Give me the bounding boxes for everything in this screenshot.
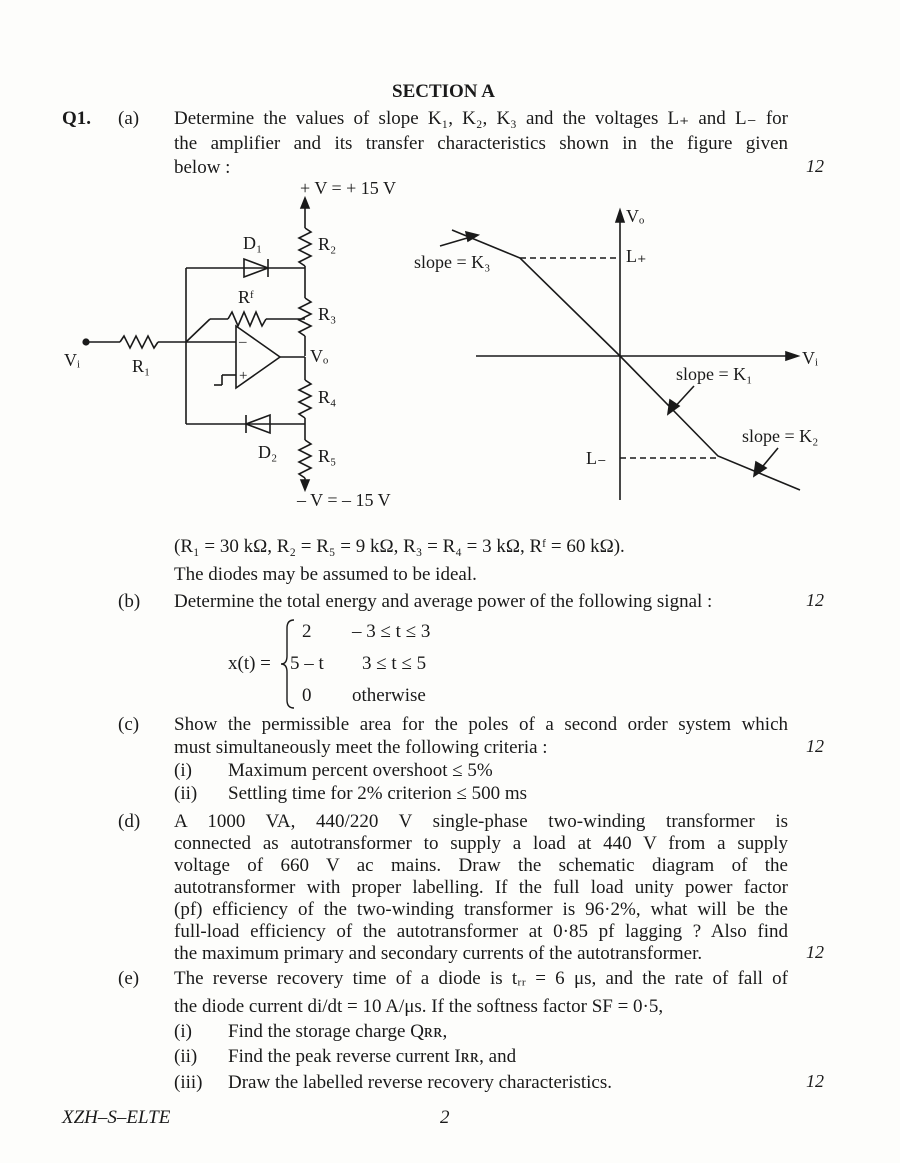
r4-label: R₄ [318,387,337,407]
slope-k1-label: slope = K₁ [676,364,753,384]
component-values: (R₁ = 30 kΩ, R₂ = R₅ = 9 kΩ, R₃ = R₄ = 3 kΩ, Rᶠ = 60 kΩ). [174,536,625,557]
part-e-line2: the diode current di/dt = 10 A/μs. If the softness factor SF = 0·5, [174,996,664,1017]
d2-label: D₂ [258,442,278,462]
vo-axis-label: Vₒ [626,206,645,226]
d1-label: D₁ [243,233,263,253]
part-a-marks: 12 [806,156,824,176]
part-e-ii-label: (ii) [174,1046,198,1067]
opamp-plus-label: + [239,368,248,384]
case2-condition: 3 ≤ t ≤ 5 [362,653,427,674]
part-c-line2: must simultaneously meet the following criteria : [174,737,548,758]
section-title: SECTION A [392,81,495,102]
question-number: Q1. [62,108,92,129]
part-e-i-text: Find the storage charge Qʀʀ, [228,1021,448,1042]
part-a-line2: the amplifier and its transfer characteristics shown in the figure given [174,133,788,154]
slope-k2-label: slope = K₂ [742,426,819,446]
vi-input-label: Vᵢ [64,350,80,370]
part-c-marks: 12 [806,736,824,756]
vi-axis-label: Vᵢ [802,348,818,368]
part-d-line4: autotransformer with proper labelling. If the full load unity power factor [174,877,788,898]
part-c-ii-label: (ii) [174,783,198,804]
part-d-line3: voltage of 660 V ac mains. Draw the schematic diagram of the [174,855,788,876]
transfer-characteristic-diagram [400,190,820,510]
part-b-marks: 12 [806,590,824,610]
supply-top-label: + V = + 15 V [300,178,396,198]
part-d-line7: the maximum primary and secondary currents of the autotransformer. [174,943,703,964]
slope-k3-label: slope = K₃ [414,252,491,272]
amplifier-circuit-diagram [0,0,440,520]
rf-label: Rᶠ [238,287,254,307]
part-e-label: (e) [118,968,140,989]
case2-value: 5 – t [290,653,324,674]
paper-code: XZH–S–ELTE [62,1107,171,1128]
part-c-i-text: Maximum percent overshoot ≤ 5% [228,760,493,781]
page-number: 2 [440,1107,450,1128]
part-d-line2: connected as autotransformer to supply a load at 440 V from a supply [174,833,788,854]
part-e-i-label: (i) [174,1021,192,1042]
part-a-line3: below : [174,157,231,178]
part-e-iii-label: (iii) [174,1072,203,1093]
part-e-line1: The reverse recovery time of a diode is tᵣᵣ = 6 μs, and the rate of fall of [174,968,788,989]
part-b-text: Determine the total energy and average power of the following signal : [174,591,713,612]
opamp-minus-label: – [239,334,247,350]
r2-label: R₂ [318,234,337,254]
l-minus-label: L₋ [586,448,607,468]
part-a-line1: Determine the values of slope K₁, K₂, K₃ and the voltages L₊ and L₋ for [174,108,788,129]
signal-function: x(t) = [228,653,271,674]
r5-label: R₅ [318,446,337,466]
part-d-line5: (pf) efficiency of the two-winding transformer is 96·2%, what will be the [174,899,788,920]
l-plus-label: L₊ [626,246,647,266]
part-d-marks: 12 [806,942,824,962]
part-d-line6: full-load efficiency of the autotransformer at 0·85 pf lagging ? Also find [174,921,788,942]
supply-bottom-label: – V = – 15 V [297,490,391,510]
part-a-label: (a) [118,108,140,129]
part-c-line1: Show the permissible area for the poles of a second order system which [174,714,788,735]
r3-label: R₃ [318,304,337,324]
part-d-label: (d) [118,811,141,832]
case3-value: 0 [302,685,312,706]
case3-condition: otherwise [352,685,426,706]
part-e-iii-text: Draw the labelled reverse recovery characteristics. [228,1072,613,1093]
part-e-marks: 12 [806,1071,824,1091]
diode-note: The diodes may be assumed to be ideal. [174,564,477,585]
case1-condition: – 3 ≤ t ≤ 3 [352,621,431,642]
vo-output-label: Vₒ [310,346,329,366]
r1-label: R₁ [132,356,151,376]
part-c-label: (c) [118,714,140,735]
part-c-i-label: (i) [174,760,192,781]
part-b-label: (b) [118,591,141,612]
case1-value: 2 [302,621,312,642]
part-e-ii-text: Find the peak reverse current Iʀʀ, and [228,1046,517,1067]
part-d-line1: A 1000 VA, 440/220 V single-phase two-winding transformer is [174,811,788,832]
part-c-ii-text: Settling time for 2% criterion ≤ 500 ms [228,783,528,804]
